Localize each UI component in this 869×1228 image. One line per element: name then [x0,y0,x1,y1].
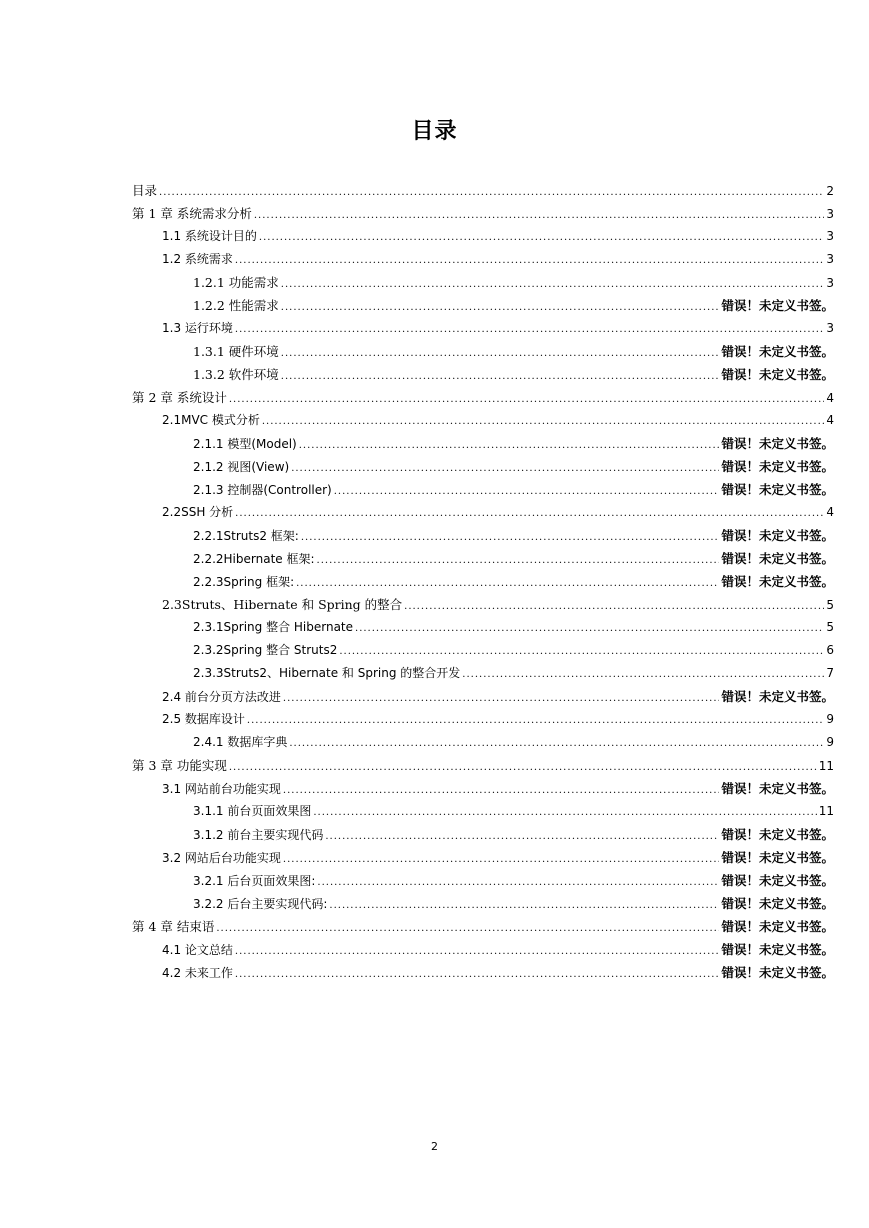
toc-entry-error: 错误！未定义书签。 [721,896,834,911]
toc-leader-dots [313,801,816,824]
toc-entry-label: 第 4 章 结束语 [132,919,215,934]
toc-entry[interactable] [132,731,834,754]
toc-entry-page: 5 [826,598,834,612]
toc-entry-label: 1.3.2 软件环境 [193,367,279,382]
toc-leader-dots [259,226,824,249]
toc-entry-error: 错误！未定义书签。 [721,574,834,589]
toc-leader-dots [281,273,825,296]
toc-entry-error: 错误！未定义书签。 [721,919,834,934]
toc-entry[interactable] [132,869,834,892]
toc-entry-label: 2.1.3 控制器(Controller) [193,483,332,497]
toc-entry-page: 3 [826,207,834,221]
toc-leader-dots [229,388,824,411]
toc-entry-label: 2.3.3Struts2、Hibernate 和 Spring 的整合开发 [193,666,461,680]
table-of-contents [132,179,834,984]
toc-entry-label: 2.4.1 数据库字典 [193,735,288,749]
toc-entry-error: 错误！未定义书签。 [721,482,834,497]
toc-entry-page: 4 [826,391,834,405]
toc-leader-dots [235,940,720,963]
toc-leader-dots [404,595,824,618]
toc-entry-label: 2.5 数据库设计 [162,712,245,726]
toc-entry-label: 1.3 运行环境 [162,321,233,335]
toc-entry-page: 3 [826,229,834,243]
toc-entry[interactable] [132,892,834,915]
toc-entry-error: 错误！未定义书签。 [721,298,834,313]
toc-entry[interactable] [132,570,834,593]
toc-entry-label: 2.2.2Hibernate 框架: [193,552,315,566]
toc-entry[interactable] [132,846,834,869]
toc-leader-dots [159,181,824,204]
toc-leader-dots [281,296,720,319]
toc-entry-page: 3 [826,276,834,290]
toc-entry-label: 1.2.2 性能需求 [193,298,279,313]
toc-entry-page: 6 [826,643,834,657]
toc-entry-error: 错误！未定义书签。 [721,965,834,980]
toc-entry-label: 4.2 未来工作 [162,966,233,980]
toc-entry-label: 1.2 系统需求 [162,252,233,266]
toc-leader-dots [289,732,824,755]
toc-entry[interactable] [132,455,834,478]
toc-leader-dots [299,434,720,457]
toc-entry-error: 错误！未定义书签。 [721,436,834,451]
toc-entry-error: 错误！未定义书签。 [721,344,834,359]
toc-entry[interactable] [132,409,834,432]
toc-entry[interactable] [132,593,834,616]
toc-entry-error: 错误！未定义书签。 [721,551,834,566]
toc-entry[interactable] [132,432,834,455]
toc-entry-label: 2.1MVC 模式分析 [162,413,260,427]
toc-entry[interactable] [132,501,834,524]
toc-entry-page: 11 [818,804,834,818]
toc-leader-dots [325,825,719,848]
toc-entry-label: 3.2.2 后台主要实现代码: [193,897,328,911]
toc-entry-label: 1.2.1 功能需求 [193,275,279,290]
toc-entry-error: 错误！未定义书签。 [721,459,834,474]
toc-entry-label: 第 1 章 系统需求分析 [132,206,252,221]
toc-entry[interactable] [132,317,834,340]
toc-entry-label: 2.3Struts、Hibernate 和 Spring 的整合 [162,597,403,612]
toc-leader-dots [216,917,719,940]
toc-entry[interactable] [132,823,834,846]
toc-entry[interactable] [132,938,834,961]
toc-entry[interactable] [132,524,834,547]
toc-entry-label: 2.2.3Spring 框架: [193,575,295,589]
toc-entry-label: 2.1.1 模型(Model) [193,437,297,451]
toc-entry-label: 3.1.1 前台页面效果图 [193,804,312,818]
toc-leader-dots [281,342,720,365]
toc-leader-dots [339,640,824,663]
toc-entry-label: 2.4 前台分页方法改进 [162,690,281,704]
toc-leader-dots [254,204,824,227]
toc-entry[interactable] [132,616,834,639]
toc-entry[interactable] [132,363,834,386]
toc-leader-dots [247,709,824,732]
toc-leader-dots [283,779,720,802]
toc-entry-error: 错误！未定义书签。 [721,367,834,382]
toc-entry[interactable] [132,639,834,662]
toc-entry-label: 3.2 网站后台功能实现 [162,851,281,865]
toc-leader-dots [235,318,824,341]
toc-entry[interactable] [132,777,834,800]
toc-entry-error: 错误！未定义书签。 [721,827,834,842]
toc-entry-page: 7 [826,666,834,680]
toc-entry-page: 2 [826,184,834,198]
toc-entry[interactable] [132,179,834,202]
toc-entry[interactable] [132,340,834,363]
page-title: 目录 [411,119,458,144]
toc-entry-error: 错误！未定义书签。 [721,781,834,796]
toc-entry-page: 5 [826,620,834,634]
toc-leader-dots [334,480,720,503]
toc-entry[interactable] [132,271,834,294]
toc-entry-label: 2.2.1Struts2 框架: [193,529,299,543]
toc-entry-error: 错误！未定义书签。 [721,873,834,888]
toc-entry[interactable] [132,547,834,570]
toc-entry-page: 11 [818,759,834,773]
toc-entry-label: 第 3 章 功能实现 [132,758,227,773]
toc-entry-label: 1.3.1 硬件环境 [193,344,279,359]
toc-entry-error: 错误！未定义书签。 [721,528,834,543]
toc-leader-dots [291,457,719,480]
toc-entry[interactable] [132,708,834,731]
toc-entry-error: 错误！未定义书签。 [721,689,834,704]
toc-entry-label: 第 2 章 系统设计 [132,390,227,405]
toc-entry-page: 4 [826,505,834,519]
toc-entry-error: 错误！未定义书签。 [721,942,834,957]
toc-entry[interactable] [132,685,834,708]
toc-leader-dots [317,549,720,572]
toc-entry[interactable] [132,225,834,248]
toc-leader-dots [281,365,720,388]
toc-entry[interactable] [132,800,834,823]
toc-entry-label: 目录 [132,183,158,198]
toc-entry[interactable] [132,386,834,409]
toc-entry-page: 4 [826,413,834,427]
toc-leader-dots [296,572,719,595]
toc-entry-page: 9 [826,712,834,726]
toc-entry-label: 3.1.2 前台主要实现代码 [193,828,324,842]
toc-entry-label: 2.1.2 视图(View) [193,460,290,474]
toc-entry-label: 3.1 网站前台功能实现 [162,782,281,796]
toc-entry[interactable] [132,754,834,777]
toc-leader-dots [235,502,824,525]
toc-leader-dots [301,526,720,549]
toc-leader-dots [329,894,719,917]
toc-entry-error: 错误！未定义书签。 [721,850,834,865]
toc-entry[interactable] [132,478,834,501]
toc-entry-label: 2.2SSH 分析 [162,505,234,519]
toc-entry[interactable] [132,961,834,984]
toc-entry[interactable] [132,915,834,938]
toc-leader-dots [355,617,824,640]
toc-entry-label: 4.1 论文总结 [162,943,233,957]
toc-leader-dots [283,848,720,871]
toc-entry-label: 2.3.1Spring 整合 Hibernate [193,620,354,634]
toc-entry-page: 9 [826,735,834,749]
toc-entry[interactable] [132,294,834,317]
toc-entry[interactable] [132,202,834,225]
toc-leader-dots [235,249,824,272]
toc-entry[interactable] [132,248,834,271]
toc-entry-label: 3.2.1 后台页面效果图: [193,874,316,888]
toc-leader-dots [317,871,719,894]
toc-leader-dots [283,687,720,710]
toc-leader-dots [262,410,825,433]
page-number: 2 [431,1140,438,1153]
toc-leader-dots [462,663,824,686]
toc-leader-dots [235,963,720,986]
toc-entry-label: 2.3.2Spring 整合 Struts2 [193,643,338,657]
toc-leader-dots [229,756,817,779]
toc-entry-label: 1.1 系统设计目的 [162,229,257,243]
toc-entry-page: 3 [826,252,834,266]
toc-entry[interactable] [132,662,834,685]
toc-entry-page: 3 [826,321,834,335]
